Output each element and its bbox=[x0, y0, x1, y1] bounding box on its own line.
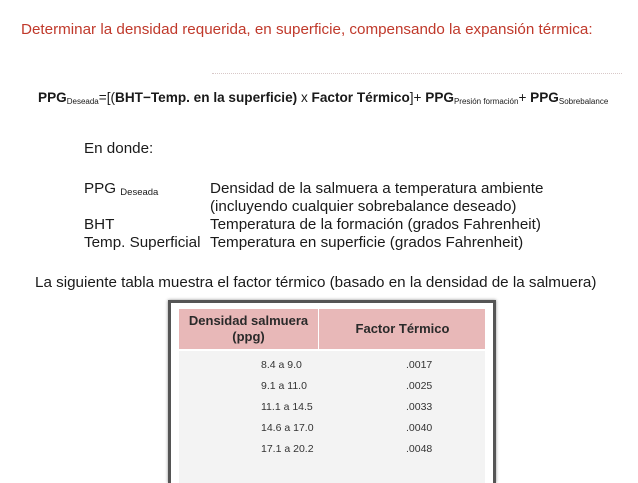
table-header bbox=[179, 309, 485, 349]
table-row bbox=[179, 401, 485, 421]
header-density-line2: (ppg) bbox=[232, 329, 265, 344]
row-range: 8.4 a 9.0 bbox=[261, 359, 302, 371]
table-row bbox=[179, 380, 485, 400]
row-factor: .0048 bbox=[406, 443, 433, 455]
table-row bbox=[179, 422, 485, 442]
term-bht: BHT bbox=[84, 216, 115, 233]
table-body bbox=[179, 351, 485, 483]
formula-eq-open: =[( bbox=[98, 90, 115, 105]
formula-sub-deseada: Deseada bbox=[66, 97, 99, 106]
table-row bbox=[179, 443, 485, 463]
formula bbox=[38, 90, 608, 106]
formula-times: x bbox=[297, 90, 312, 105]
term-temp-desc: Temperatura en superficie (grados Fahrenheit) bbox=[210, 234, 524, 251]
formula-ppg-presion: PPG bbox=[425, 90, 454, 105]
row-factor: .0033 bbox=[406, 401, 433, 413]
header-density-line1: Densidad salmuera bbox=[188, 313, 309, 328]
header-factor: Factor Térmico bbox=[355, 321, 450, 336]
term-ppg-deseada bbox=[84, 180, 158, 198]
row-range: 17.1 a 20.2 bbox=[261, 443, 314, 455]
formula-factor: Factor Térmico bbox=[311, 90, 410, 105]
formula-sub-presion: Presión formación bbox=[453, 97, 519, 106]
header-density bbox=[179, 309, 319, 349]
row-range: 11.1 a 14.5 bbox=[261, 401, 313, 413]
divider-line bbox=[212, 73, 622, 75]
formula-bht-term: BHT−Temp. en la superficie) bbox=[115, 90, 298, 105]
formula-sub-sobrebalance: Sobrebalance bbox=[558, 97, 609, 106]
term-ppg-main: PPG bbox=[84, 180, 121, 197]
term-bht-desc: Temperatura de la formación (grados Fahrenheit) bbox=[210, 216, 541, 233]
table-intro: La siguiente tabla muestra el factor térmico (basado en la densidad de la salmuera) bbox=[35, 274, 597, 291]
row-range: 9.1 a 11.0 bbox=[261, 380, 307, 392]
formula-plus: + bbox=[518, 90, 531, 105]
table-row bbox=[179, 359, 485, 379]
term-ppg-sub: Deseada bbox=[120, 187, 159, 198]
definitions-intro: En donde: bbox=[84, 140, 154, 157]
term-temp-superficial: Temp. Superficial bbox=[84, 234, 201, 251]
row-factor: .0040 bbox=[406, 422, 433, 434]
term-ppg-desc-1: Densidad de la salmuera a temperatura ambiente bbox=[210, 180, 544, 197]
formula-ppg-sobrebalance: PPG bbox=[530, 90, 559, 105]
row-factor: .0017 bbox=[406, 359, 433, 371]
thermal-factor-table bbox=[168, 300, 496, 483]
row-factor: .0025 bbox=[406, 380, 433, 392]
term-ppg-desc-2: (incluyendo cualquier sobrebalance deseado) bbox=[210, 198, 517, 215]
formula-close-plus: ]+ bbox=[409, 90, 426, 105]
formula-ppg-deseada: PPG bbox=[38, 90, 67, 105]
row-range: 14.6 a 17.0 bbox=[261, 422, 314, 434]
slide-heading: Determinar la densidad requerida, en superficie, compensando la expansión térmica: bbox=[21, 21, 593, 38]
